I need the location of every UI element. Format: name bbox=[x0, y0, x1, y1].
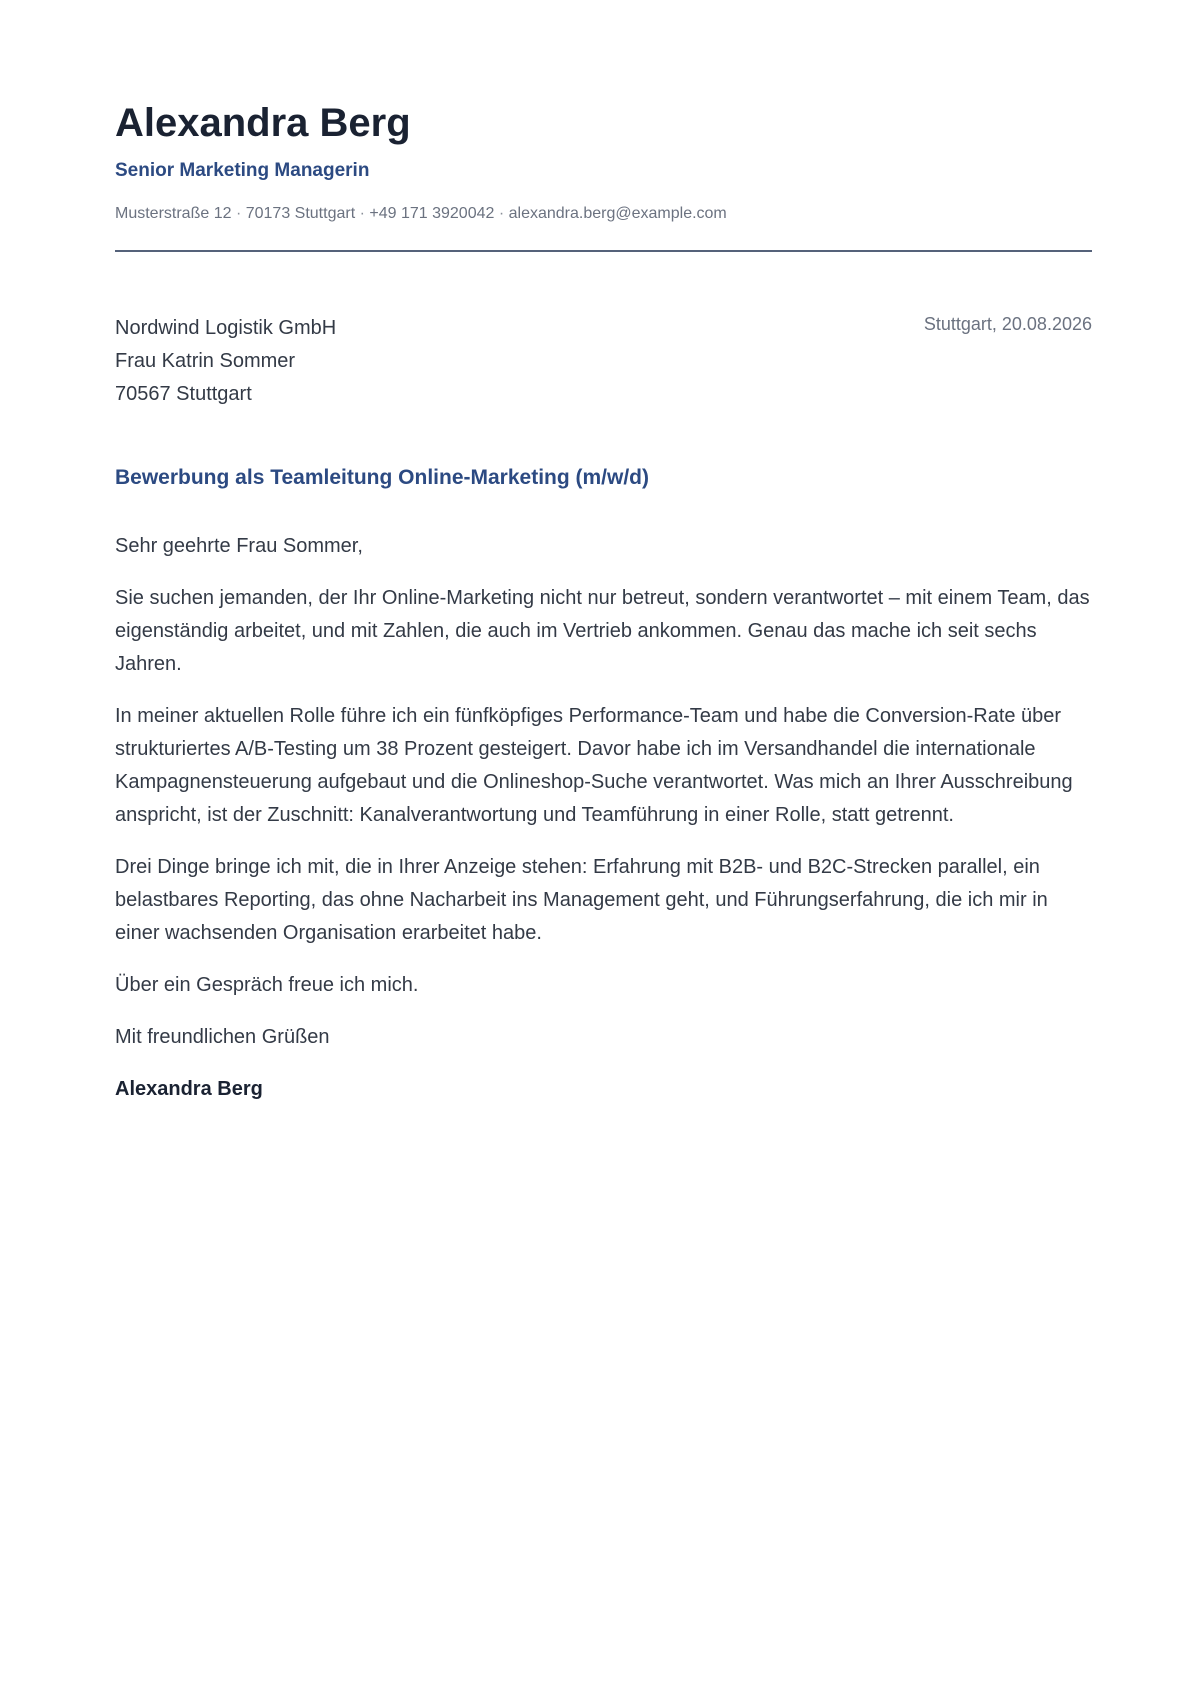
sender-contact-line bbox=[115, 204, 727, 224]
sender-city: 70173 Stuttgart bbox=[245, 205, 356, 222]
recipient-person: Frau Katrin Sommer bbox=[115, 350, 296, 372]
sender-email: alexandra.berg@example.com bbox=[508, 205, 727, 222]
sender-street: Musterstraße 12 bbox=[115, 205, 232, 222]
letter-subject: Bewerbung als Teamleitung Online-Marketing (m/w/d) bbox=[115, 466, 650, 489]
contact-separator: · bbox=[498, 205, 505, 222]
letter-body bbox=[115, 530, 1092, 1125]
contact-separator: · bbox=[235, 205, 242, 222]
recipient-city: 70567 Stuttgart bbox=[115, 383, 252, 405]
header-divider bbox=[115, 250, 1092, 252]
body-paragraph: In meiner aktuellen Rolle führe ich ein fünfköpfiges Performance-Team und habe die Conversion-Rate über strukturiertes A/B-Testing um 38 Prozent gesteigert. Davor habe ich im Versandhandel die internationale Kampagnensteuerung aufgebaut und die Onlineshop-Suche verantwortet. Was mich an Ihrer Ausschreibung anspricht, ist der Zuschnitt: Kanalverantwortung und Teamführung in einer Rolle, statt getrennt. bbox=[115, 705, 1073, 826]
recipient-company: Nordwind Logistik GmbH bbox=[115, 317, 337, 339]
signature: Alexandra Berg bbox=[115, 1078, 263, 1100]
body-paragraph: Über ein Gespräch freue ich mich. bbox=[115, 974, 419, 996]
sender-name: Alexandra Berg bbox=[115, 101, 411, 145]
letter-date: Stuttgart, 20.08.2026 bbox=[923, 314, 1092, 334]
closing: Mit freundlichen Grüßen bbox=[115, 1026, 330, 1048]
salutation: Sehr geehrte Frau Sommer, bbox=[115, 535, 363, 557]
sender-job-title: Senior Marketing Managerin bbox=[115, 160, 370, 181]
body-paragraph: Drei Dinge bringe ich mit, die in Ihrer Anzeige stehen: Erfahrung mit B2B- und B2C-Strecken parallel, ein belastbares Reporting, das ohne Nacharbeit ins Management geht, und Führungserfahrung, die ich mir in einer wachsenden Organisation erarbeitet habe. bbox=[115, 856, 1048, 944]
body-paragraph: Sie suchen jemanden, der Ihr Online-Marketing nicht nur betreut, sondern verantwortet – mit einem Team, das eigenständig arbeitet, und mit Zahlen, die auch im Vertrieb ankommen. Genau das mache ich seit sechs Jahren. bbox=[115, 587, 1090, 675]
contact-separator: · bbox=[359, 205, 365, 222]
recipient-address bbox=[115, 312, 336, 411]
sender-phone: +49 171 3920042 bbox=[369, 205, 495, 222]
